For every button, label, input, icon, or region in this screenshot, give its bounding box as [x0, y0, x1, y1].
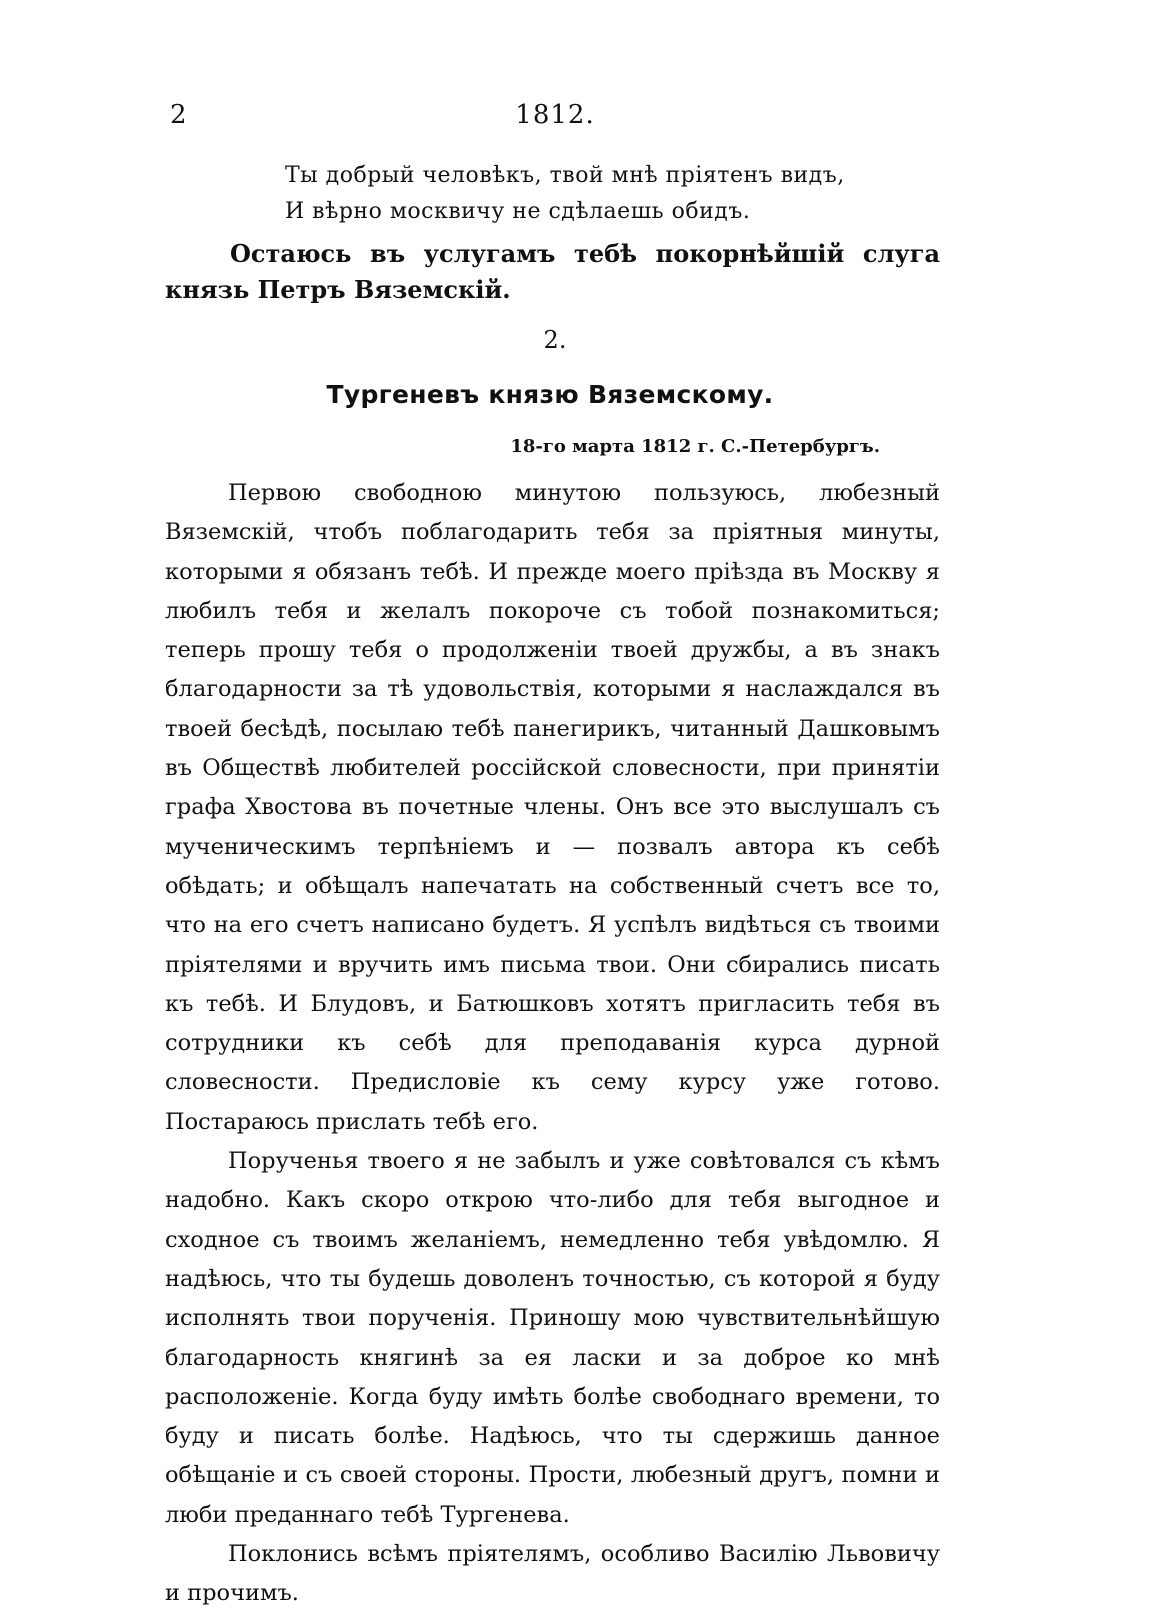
- letter-number: 2.: [543, 326, 567, 354]
- letter-body: [165, 474, 940, 1614]
- page-header: [170, 100, 940, 140]
- verse-block: [285, 158, 845, 230]
- closing-signature: Остаюсь въ услугамъ тебѣ покорнѣйшій слуга князь Петръ Вяземскій.: [165, 239, 940, 304]
- paragraph: Поклонись всѣмъ пріятелямъ, особливо Василію Львовичу и прочимъ.: [165, 1541, 940, 1607]
- paragraph: Первою свободною минутою пользуюсь, любезный Вяземскій, чтобъ поблагодарить тебя за пріятныя минуты, которыми я обязанъ тебѣ. И прежде моего пріѣзда въ Москву я любилъ тебя и желалъ покороче съ тобой познакомиться; теперь прошу тебя о продолженіи твоей дружбы, а въ знакъ благодарности за тѣ удовольствія, которыми я наслаждался въ твоей бесѣдѣ, посылаю тебѣ панегирикъ, читанный Дашковымъ въ Обществѣ любителей россійской словесности, при принятіи графа Хвостова въ почетные члены. Онъ все это выслушалъ съ мученическимъ терпѣніемъ и — позвалъ автора къ себѣ обѣдать; и обѣщалъ напечатать на собственный счетъ все то, что на его счетъ написано будетъ. Я успѣлъ видѣться съ твоими пріятелями и вручить имъ письма твои. Они сбирались писать къ тебѣ. И Блудовъ, и Батюшковъ хотятъ пригласить тебя въ сотрудники къ себѣ для преподаванія курса дурной словесности. Предисловіе къ сему курсу уже готово. Постараюсь прислать тебѣ его.: [165, 480, 940, 1135]
- verse-line: Ты добрый человѣкъ, твой мнѣ пріятенъ видъ,: [285, 163, 845, 188]
- paragraph: Порученья твоего я не забылъ и уже совѣтовался съ кѣмъ надобно. Какъ скоро открою что-либо для тебя выгодное и сходное съ твоимъ желаніемъ, немедленно тебя увѣдомлю. Я надѣюсь, что ты будешь доволенъ точностью, съ которой я буду исполнять твои порученія. Приношу мою чувствительнѣйшую благодарность княгинѣ за ея ласки и за доброе ко мнѣ расположеніе. Когда буду имѣть болѣе свободнаго времени, то буду и писать болѣе. Надѣюсь, что ты сдержишь данное обѣщаніе и съ своей стороны. Прости, любезный другъ, помни и люби преданнаго тебѣ Тургенева.: [165, 1148, 940, 1528]
- letter-date: 18-го марта 1812 г. С.-Петербургъ.: [510, 436, 880, 457]
- running-head: 1812.: [515, 100, 595, 130]
- page-number: 2: [170, 100, 187, 130]
- verse-line: И вѣрно москвичу не сдѣлаешь обидъ.: [285, 199, 751, 224]
- letter-title: Тургеневъ князю Вяземскому.: [326, 380, 774, 409]
